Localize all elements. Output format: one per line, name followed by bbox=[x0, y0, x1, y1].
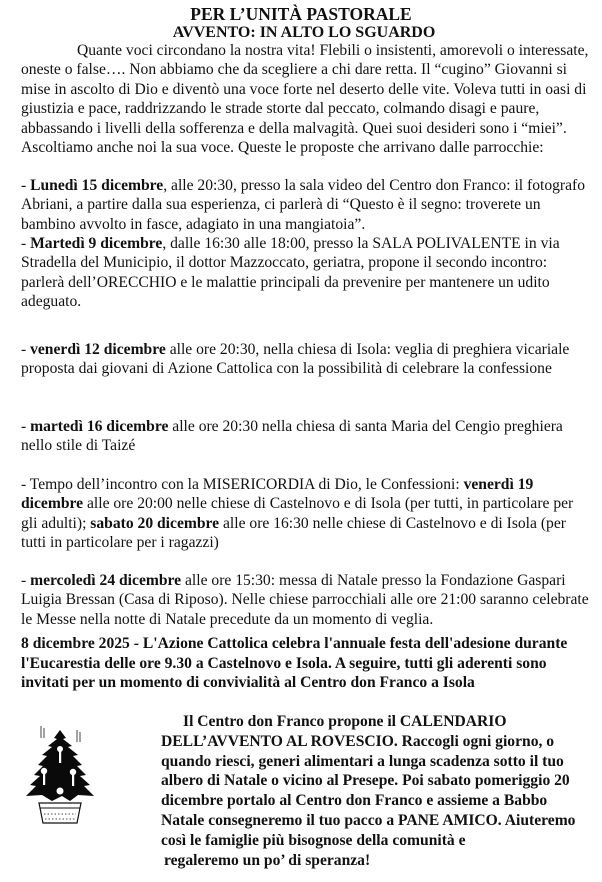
event-prefix: - Tempo dell’incontro con la MISERICORDIA di Dio, le Confessioni: bbox=[21, 476, 464, 493]
event-text-2: alle ore 16:30 nelle chiese di Castelnovo e di Isola (per tutti in particolare per i ragazzi) bbox=[21, 514, 566, 552]
event-date: Martedì 9 dicembre bbox=[30, 235, 163, 252]
event-text: alle ore 20:00 nelle chiese di Castelnovo e di Isola (per tutti, in particolare per gli adulti); bbox=[21, 495, 574, 532]
event-item bbox=[21, 571, 589, 629]
calendar-text: Il Centro don Franco propone il CALENDARIO DELL’AVVENTO AL ROVESCIO. Raccogli ogni giorno, o quando riesci, generi alimentari a lunga scadenza sotto il tuo albero di Natale o vicino al Presepe. Poi sabato pomeriggio 20 dicembre portalo al Centro don Franco e assieme a Babbo Natale consegneremo il tuo pacco a PANE AMICO. Aiuteremo così le famiglie più bisognose della comunità e bbox=[161, 713, 576, 849]
event-date: mercoledì 24 dicembre bbox=[30, 572, 182, 589]
event-prefix: - bbox=[21, 235, 31, 252]
event-text: , dalle 16:30 alle 18:00, presso la SALA POLIVALENTE in via Stradella del Municipio, il dottor Mazzoccato, geriatra, propone il secondo incontro: parlerà dell’ORECCHIO e le malattie principali da prevenire per mantenere un udito adeguato. bbox=[21, 235, 560, 311]
event-prefix: - bbox=[21, 177, 31, 194]
event-date: martedì 16 dicembre bbox=[30, 418, 169, 435]
event-item bbox=[21, 475, 589, 553]
event-text: alle ore 15:30: messa di Natale presso la Fondazione Gaspari Luigia Bressan (Casa di Riposo). Nelle chiese parrocchiali alle ore 21:00 saranno celebrate le Messe nella notte di Natale precedute da un momento di veglia. bbox=[21, 572, 589, 628]
page-title: PER L’UNITÀ PASTORALE bbox=[190, 4, 412, 24]
page-subtitle: AVVENTO: IN ALTO LO SGUARDO bbox=[172, 24, 436, 41]
event-text: alle ore 20:30 nella chiesa di santa Maria del Cengio preghiera nello stile di Taizé bbox=[21, 418, 563, 455]
event-date-2: sabato 20 dicembre bbox=[90, 514, 220, 532]
event-text: , alle 20:30, presso la sala video del Centro don Franco: il fotografo Abriani, a partire dalla sua esperienza, ci parlerà di “Questo è il segno: troverete un bambino avvolto in fasce, adagiato in una mangiatoia”. bbox=[21, 177, 586, 233]
event-prefix: - bbox=[21, 572, 31, 589]
event-item bbox=[21, 340, 589, 379]
calendar-closing: regaleremo un po’ di speranza! bbox=[164, 851, 371, 869]
event-date: venerdì 12 dicembre bbox=[30, 341, 166, 358]
event-prefix: - bbox=[21, 341, 31, 358]
event-item bbox=[21, 417, 589, 456]
event-prefix: - bbox=[21, 418, 31, 435]
event-item bbox=[21, 176, 589, 234]
event-date: Lunedì 15 dicembre bbox=[30, 177, 164, 194]
event-item bbox=[21, 234, 589, 312]
azione-cattolica-notice: 8 dicembre 2025 - L'Azione Cattolica celebra l'annuale festa dell'adesione durante l'Eucarestia delle ore 9.30 a Castelnovo e Isola. A seguire, tutti gli aderenti sono invitati per un momento di convivialità al Centro don Franco a Isola bbox=[21, 635, 568, 692]
tree-pot bbox=[39, 803, 81, 823]
event-text: alle ore 20:30, nella chiesa di Isola: veglia di preghiera vicariale proposta dai giovani di Azione Cattolica con la possibilità di celebrare la confessione bbox=[21, 341, 570, 378]
christmas-tree-icon bbox=[22, 724, 98, 824]
intro-paragraph: Quante voci circondano la nostra vita! Flebili o insistenti, amorevoli o interessate, oneste o false…. Non abbiamo che da scegliere a chi dare retta. Il “cugino” Giovanni si mise in ascolto di Dio e diventò una voce forte nel deserto delle vite. Voleva tutti in oasi di giustizia e pace, raddrizzando le strade storte dal peccato, colmando disagi e paure, abbassando i livelli della sofferenza e della malvagità. Quei suoi desideri sono i “miei”. Ascoltiamo anche noi la sua voce. Queste le proposte che arrivano dalle parrocchie: bbox=[21, 42, 589, 157]
event-date: venerdì 19 dicembre bbox=[21, 476, 534, 513]
calendar-proposal bbox=[161, 712, 591, 870]
